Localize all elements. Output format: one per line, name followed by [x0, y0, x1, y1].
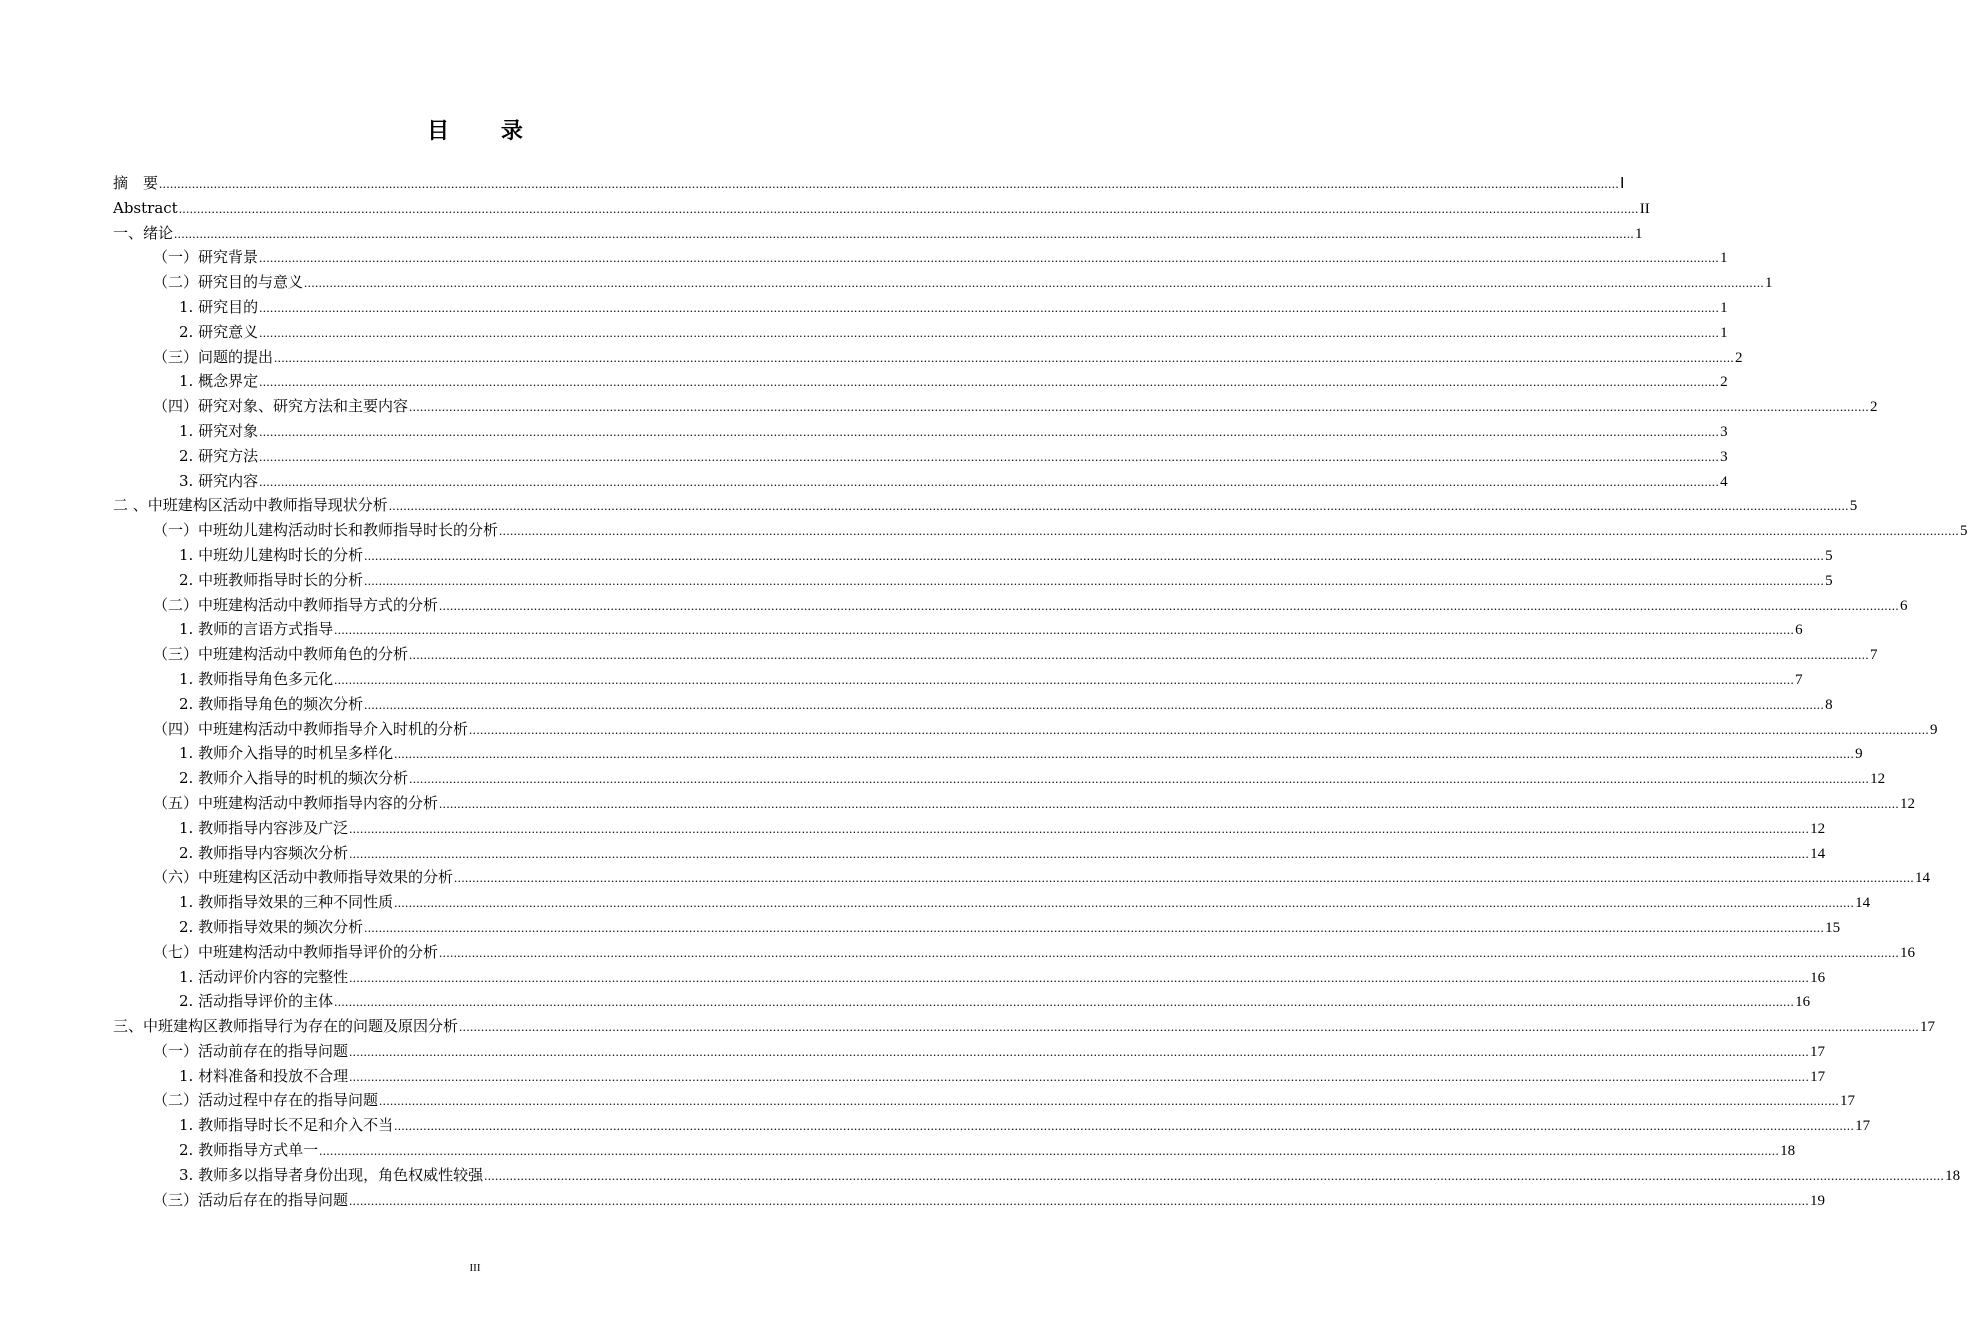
page-number: III	[469, 1262, 481, 1274]
toc-entry-label: 2. 中班教师指导时长的分析	[179, 570, 364, 589]
dot-leader: ................................................................................................................................................................................................................................................................................................................................................................................................................	[499, 523, 1960, 539]
toc-entry-page: 17	[1810, 1043, 1826, 1060]
toc-entry-page: 16	[1795, 994, 1811, 1011]
toc-entry-page: 7	[1795, 671, 1803, 688]
toc-entry[interactable]	[113, 940, 1916, 965]
dot-leader: ................................................................................................................................................................................................................................................................................................................................................................................................................	[394, 746, 1855, 762]
toc-entry-page: 1	[1635, 225, 1643, 242]
toc-entry-page: 2	[1870, 399, 1878, 416]
toc-entry-label: （五）中班建构活动中教师指导内容的分析	[153, 793, 439, 812]
toc-entry-page: 17	[1840, 1093, 1856, 1110]
dot-leader: ................................................................................................................................................................................................................................................................................................................................................................................................................	[259, 324, 1720, 340]
toc-entry[interactable]	[113, 1138, 1796, 1163]
dot-leader: ................................................................................................................................................................................................................................................................................................................................................................................................................	[349, 1192, 1810, 1208]
toc-entry[interactable]	[113, 171, 1625, 196]
dot-leader: ................................................................................................................................................................................................................................................................................................................................................................................................................	[364, 572, 1825, 588]
toc-entry-page: 7	[1870, 647, 1878, 664]
toc-entry[interactable]	[113, 766, 1886, 791]
toc-entry[interactable]	[113, 915, 1841, 940]
toc-entry[interactable]	[113, 1014, 1936, 1039]
dot-leader: ................................................................................................................................................................................................................................................................................................................................................................................................................	[159, 176, 1620, 191]
toc-entry[interactable]	[113, 841, 1826, 866]
dot-leader: ................................................................................................................................................................................................................................................................................................................................................................................................................	[174, 225, 1635, 241]
toc-entry-page: 3	[1720, 423, 1728, 440]
toc-entry[interactable]	[113, 593, 1908, 618]
toc-entry-label: 2. 活动指导评价的主体	[179, 992, 334, 1011]
toc-entry-label: 摘 要	[113, 174, 159, 192]
toc-entry-label: 1. 教师的言语方式指导	[179, 620, 334, 639]
toc-entry[interactable]	[113, 692, 1833, 717]
dot-leader: ................................................................................................................................................................................................................................................................................................................................................................................................................	[469, 721, 1930, 737]
toc-entry[interactable]	[113, 245, 1728, 270]
dot-leader: ................................................................................................................................................................................................................................................................................................................................................................................................................	[454, 870, 1915, 886]
toc-entry-label: 1. 教师指导时长不足和介入不当	[179, 1116, 394, 1135]
toc-entry[interactable]	[113, 196, 1650, 221]
dot-leader: ................................................................................................................................................................................................................................................................................................................................................................................................................	[349, 1068, 1810, 1084]
toc-entry[interactable]	[113, 444, 1728, 469]
dot-leader: ................................................................................................................................................................................................................................................................................................................................................................................................................	[349, 1043, 1810, 1059]
toc-entry[interactable]	[113, 320, 1728, 345]
toc-entry-label: （一）中班幼儿建构活动时长和教师指导时长的分析	[153, 521, 499, 540]
toc-entry-page: 18	[1945, 1167, 1961, 1184]
toc-entry-page: 6	[1795, 622, 1803, 639]
toc-entry[interactable]	[113, 965, 1826, 990]
toc-entry-page: 2	[1720, 374, 1728, 391]
toc-entry-label: 二 、中班建构区活动中教师指导现状分析	[113, 496, 388, 515]
dot-leader: ................................................................................................................................................................................................................................................................................................................................................................................................................	[274, 349, 1735, 365]
toc-entry-label: 3. 教师多以指导者身份出现，角色权威性较强	[179, 1165, 484, 1184]
toc-entry-page: 16	[1810, 969, 1826, 986]
dot-leader: ................................................................................................................................................................................................................................................................................................................................................................................................................	[484, 1167, 1945, 1183]
toc-entry[interactable]	[113, 568, 1833, 593]
toc-entry[interactable]	[113, 865, 1931, 890]
dot-leader: ................................................................................................................................................................................................................................................................................................................................................................................................................	[459, 1019, 1920, 1035]
dot-leader: ................................................................................................................................................................................................................................................................................................................................................................................................................	[364, 696, 1825, 712]
toc-entry-page: 17	[1810, 1068, 1826, 1085]
toc-entry-label: （二）研究目的与意义	[153, 273, 304, 292]
toc-entry[interactable]	[113, 741, 1863, 766]
dot-leader: ................................................................................................................................................................................................................................................................................................................................................................................................................	[259, 448, 1720, 464]
toc-entry-label: （二）中班建构活动中教师指导方式的分析	[153, 595, 439, 614]
toc-entry-page: 9	[1930, 721, 1938, 738]
toc-entry[interactable]	[113, 791, 1916, 816]
dot-leader: ................................................................................................................................................................................................................................................................................................................................................................................................................	[379, 1093, 1840, 1109]
toc-entry-label: （一）活动前存在的指导问题	[153, 1041, 349, 1060]
dot-leader: ................................................................................................................................................................................................................................................................................................................................................................................................................	[349, 845, 1810, 861]
dot-leader: ................................................................................................................................................................................................................................................................................................................................................................................................................	[409, 771, 1870, 787]
dot-leader: ................................................................................................................................................................................................................................................................................................................................................................................................................	[409, 647, 1870, 663]
dot-leader: ................................................................................................................................................................................................................................................................................................................................................................................................................	[334, 994, 1795, 1010]
toc-entry-page: 14	[1810, 845, 1826, 862]
toc-entry-page: 4	[1720, 473, 1728, 490]
toc-entry-page: 1	[1720, 299, 1728, 316]
toc-entry-label: 1. 教师指导效果的三种不同性质	[179, 893, 394, 912]
toc-entry[interactable]	[113, 816, 1826, 841]
dot-leader: ................................................................................................................................................................................................................................................................................................................................................................................................................	[388, 498, 1849, 514]
dot-leader: ................................................................................................................................................................................................................................................................................................................................................................................................................	[259, 374, 1720, 390]
toc-entry-page: 19	[1810, 1192, 1826, 1209]
toc-entry-page: 2	[1735, 349, 1743, 366]
toc-entry-label: Abstract	[113, 198, 178, 217]
toc-entry-label: 1. 研究目的	[179, 297, 259, 316]
toc-entry-label: （六）中班建构区活动中教师指导效果的分析	[153, 868, 454, 887]
toc-entry[interactable]	[113, 989, 1811, 1014]
toc-entry-label: 2. 教师指导效果的频次分析	[179, 917, 364, 936]
toc-entry[interactable]	[113, 1039, 1826, 1064]
dot-leader: ................................................................................................................................................................................................................................................................................................................................................................................................................	[394, 895, 1855, 911]
toc-entry[interactable]	[113, 642, 1878, 667]
toc-entry-page: 12	[1810, 820, 1826, 837]
toc-entry[interactable]	[113, 1188, 1826, 1213]
dot-leader: ................................................................................................................................................................................................................................................................................................................................................................................................................	[349, 820, 1810, 836]
dot-leader: ................................................................................................................................................................................................................................................................................................................................................................................................................	[439, 795, 1900, 811]
toc-entry-label: 一、绪论	[113, 223, 174, 242]
toc-entry-label: （三）活动后存在的指导问题	[153, 1190, 349, 1209]
toc-entry-label: 1. 材料准备和投放不合理	[179, 1066, 349, 1085]
toc-entry-page: 5	[1825, 547, 1833, 564]
toc-entry-page: 14	[1855, 895, 1871, 912]
toc-entry-page: 12	[1870, 771, 1886, 788]
dot-leader: ................................................................................................................................................................................................................................................................................................................................................................................................................	[394, 1118, 1855, 1134]
toc-entry-label: 1. 教师介入指导的时机呈多样化	[179, 744, 394, 763]
toc-entry-label: 三、中班建构区教师指导行为存在的问题及原因分析	[113, 1017, 459, 1036]
toc-entry-page: 16	[1900, 944, 1916, 961]
toc-entry-label: 2. 教师介入指导的时机的频次分析	[179, 769, 409, 788]
toc-entry[interactable]	[113, 1163, 1961, 1188]
dot-leader: ................................................................................................................................................................................................................................................................................................................................................................................................................	[259, 250, 1720, 266]
toc-entry[interactable]	[113, 1088, 1856, 1113]
toc-entry-page: 5	[1960, 523, 1968, 540]
toc-entry[interactable]	[113, 221, 1643, 246]
toc-entry[interactable]	[113, 1064, 1826, 1089]
dot-leader: ................................................................................................................................................................................................................................................................................................................................................................................................................	[334, 671, 1795, 687]
toc-entry-page: Ⅰ	[1620, 176, 1625, 192]
dot-leader: ................................................................................................................................................................................................................................................................................................................................................................................................................	[439, 944, 1900, 960]
toc-entry[interactable]	[113, 419, 1728, 444]
dot-leader: ................................................................................................................................................................................................................................................................................................................................................................................................................	[304, 275, 1765, 291]
dot-leader: ................................................................................................................................................................................................................................................................................................................................................................................................................	[259, 299, 1720, 315]
toc-entry-label: （四）研究对象、研究方法和主要内容	[153, 397, 409, 416]
dot-leader: ................................................................................................................................................................................................................................................................................................................................................................................................................	[349, 969, 1810, 985]
toc-entry-page: 9	[1855, 746, 1863, 763]
toc-entry[interactable]	[113, 345, 1743, 370]
dot-leader: ................................................................................................................................................................................................................................................................................................................................................................................................................	[178, 200, 1639, 216]
dot-leader: ................................................................................................................................................................................................................................................................................................................................................................................................................	[439, 597, 1900, 613]
toc-entry-page: 18	[1780, 1143, 1796, 1160]
toc-entry[interactable]	[113, 890, 1871, 915]
toc-entry-page: 5	[1849, 498, 1858, 515]
toc-entry-label: （三）问题的提出	[153, 347, 274, 366]
dot-leader: ................................................................................................................................................................................................................................................................................................................................................................................................................	[319, 1143, 1780, 1159]
toc-entry[interactable]	[113, 518, 1968, 543]
toc-entry[interactable]	[113, 295, 1728, 320]
toc-entry-label: （四）中班建构活动中教师指导介入时机的分析	[153, 719, 469, 738]
dot-leader: ................................................................................................................................................................................................................................................................................................................................................................................................................	[409, 399, 1870, 415]
toc-entry[interactable]	[113, 394, 1878, 419]
toc-entry-page: 14	[1915, 870, 1931, 887]
toc-entry[interactable]	[113, 1113, 1871, 1138]
toc-entry-label: 2. 研究意义	[179, 322, 259, 341]
toc-entry[interactable]	[113, 469, 1728, 494]
toc-entry-page: 6	[1900, 597, 1908, 614]
page-title: 目 录	[427, 119, 545, 144]
toc-entry-label: 1. 活动评价内容的完整性	[179, 967, 349, 986]
toc-entry[interactable]	[113, 667, 1803, 692]
dot-leader: ................................................................................................................................................................................................................................................................................................................................................................................................................	[364, 547, 1825, 563]
toc-entry-label: （三）中班建构活动中教师角色的分析	[153, 645, 409, 664]
table-of-contents	[113, 171, 1968, 1212]
toc-entry-page: 3	[1720, 448, 1728, 465]
toc-entry[interactable]	[113, 270, 1773, 295]
toc-entry-label: 3. 研究内容	[179, 471, 259, 490]
toc-entry-page: 8	[1825, 696, 1833, 713]
toc-entry-page: 1	[1765, 275, 1773, 292]
toc-entry-label: （七）中班建构活动中教师指导评价的分析	[153, 942, 439, 961]
toc-entry-label: 2. 教师指导内容频次分析	[179, 843, 349, 862]
toc-entry-page: 15	[1825, 919, 1841, 936]
toc-entry-label: 2. 研究方法	[179, 446, 259, 465]
toc-entry-label: 2. 教师指导角色的频次分析	[179, 694, 364, 713]
toc-entry[interactable]	[113, 369, 1728, 394]
toc-entry-page: 1	[1720, 324, 1728, 341]
toc-entry-page: 1	[1720, 250, 1728, 267]
dot-leader: ................................................................................................................................................................................................................................................................................................................................................................................................................	[334, 622, 1795, 638]
toc-entry-page: 12	[1900, 795, 1916, 812]
toc-entry[interactable]	[113, 493, 1858, 518]
dot-leader: ................................................................................................................................................................................................................................................................................................................................................................................................................	[259, 423, 1720, 439]
toc-entry-page: II	[1639, 200, 1650, 217]
toc-entry[interactable]	[113, 543, 1833, 568]
toc-entry-label: 1. 概念界定	[179, 372, 259, 391]
toc-entry-label: （二）活动过程中存在的指导问题	[153, 1091, 379, 1110]
toc-entry-label: 1. 教师指导角色多元化	[179, 669, 334, 688]
dot-leader: ................................................................................................................................................................................................................................................................................................................................................................................................................	[364, 919, 1825, 935]
toc-entry-label: 1. 研究对象	[179, 421, 259, 440]
toc-entry-page: 17	[1855, 1118, 1871, 1135]
toc-entry-label: 2. 教师指导方式单一	[179, 1141, 319, 1160]
toc-entry[interactable]	[113, 717, 1938, 742]
toc-entry-label: 1. 教师指导内容涉及广泛	[179, 818, 349, 837]
toc-entry[interactable]	[113, 617, 1803, 642]
toc-entry-label: （一）研究背景	[153, 248, 259, 267]
toc-entry-label: 1. 中班幼儿建构时长的分析	[179, 545, 364, 564]
dot-leader: ................................................................................................................................................................................................................................................................................................................................................................................................................	[259, 473, 1720, 489]
toc-entry-page: 17	[1920, 1019, 1936, 1036]
toc-entry-page: 5	[1825, 572, 1833, 589]
